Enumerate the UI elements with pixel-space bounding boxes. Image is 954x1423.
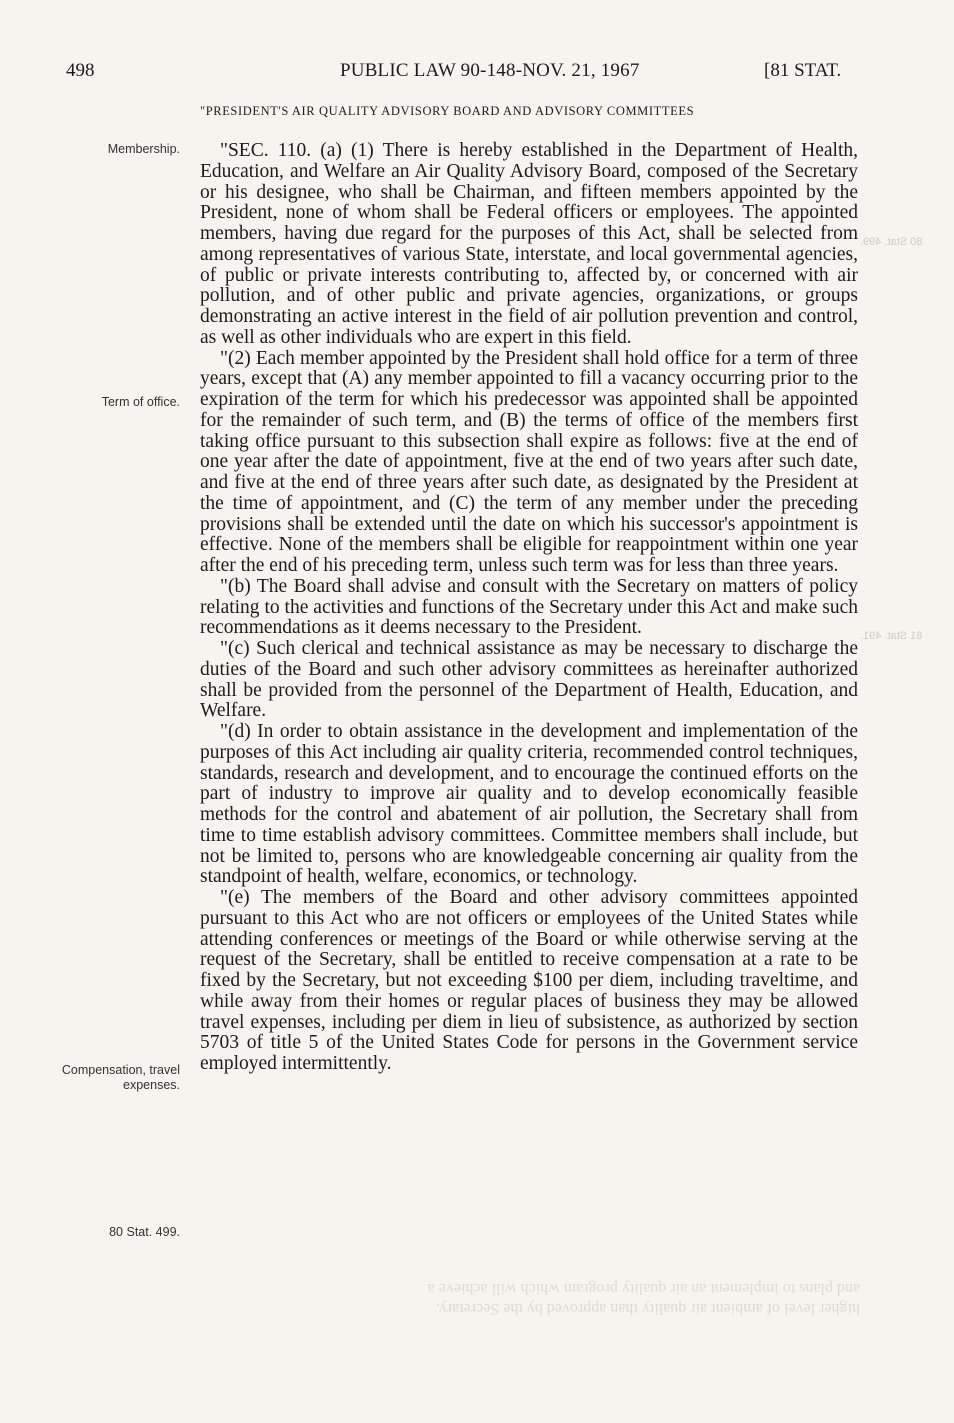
paragraph-c: "(c) Such clerical and technical assistance as may be necessary to discharge the duties of the Board and such other advisory committees as hereinafter authorized shall be provided from the personnel of the Department of Health, Education, and Welfare.: [200, 638, 858, 722]
margin-note-compensation: Compensation, travel expenses.: [61, 1063, 180, 1092]
page-number: 498: [66, 60, 95, 81]
show-through-line: and plans to implement an air quality program which will achieve a: [427, 1280, 860, 1297]
paragraph-e: "(e) The members of the Board and other advisory committees appointed pursuant to this Act who are not officers or employees of the United States while attending conferences or meetings of the Board or while otherwise serving at the request of the Secretary, shall be entitled to receive compensation at a rate to be fixed by the Secretary, but not exceeding $100 per diem, including traveltime, and while away from their homes or regular places of business they may be allowed travel expenses, including per diem in lieu of subsistence, as authorized by section 5703 of title 5 of the United States Code for persons in the Government service employed intermittently.: [200, 887, 858, 1074]
margin-note-term-of-office: Term of office.: [101, 395, 180, 409]
paragraph-a-2: "(2) Each member appointed by the President shall hold office for a term of three years, except that (A) any member appointed to fill a vacancy occurring prior to the expiration of the term for which his predecessor was appointed shall be appointed for the remainder of such term, and (B) the terms of office of the members first taking office pursuant to this subsection shall expire as follows: five at the end of one year after the date of appointment, five at the end of two years after such date, and five at the end of three years after such date, as designated by the President at the time of appointment, and (C) the term of any member under the preceding provisions shall be extended until the date on which his successor's appointment is effective. None of the members shall be eligible for reappointment within one year after the end of his preceding term, unless such term was for less than three years.: [200, 347, 858, 576]
show-through-text: [190, 1278, 860, 1318]
paragraph-d: "(d) In order to obtain assistance in the development and implementation of the purposes of this Act including air quality criteria, recommended control techniques, standards, research and development, and to encourage the continued efforts on the part of industry to improve air quality and to develop economically feasible methods for the control and abatement of air pollution, the Secretary shall from time to time establish advisory committees. Committee members shall include, but not be limited to, persons who are knowledgeable concerning air quality from the standpoint of health, welfare, economics, or technology.: [200, 721, 858, 888]
paragraph-a-1: "SEC. 110. (a) (1) There is hereby established in the Department of Health, Education, and Welfare an Air Quality Advisory Board, composed of the Secretary or his designee, who shall be Chairman, and fifteen members appointed by the President, none of whom shall be Federal officers or employees. The appointed members, having due regard for the purposes of this Act, shall be selected from among representatives of various State, interstate, and local governmental agencies, of public or private interests contributing to, affected by, or concerned with air pollution, and of other public and private agencies, organizations, or groups demonstrating an active interest in the field of air pollution prevention and control, as well as other individuals who are expert in this field.: [200, 140, 858, 348]
stat-reference: [81 STAT.: [764, 60, 842, 81]
margin-note-membership: Membership.: [107, 142, 180, 156]
show-through-margin-note: 81 Stat. 491.: [860, 630, 923, 642]
body-text: [200, 141, 858, 1075]
show-through-margin-note: 80 Stat. 499.: [860, 236, 923, 248]
running-head: PUBLIC LAW 90-148-NOV. 21, 1967: [340, 60, 640, 81]
section-heading: "PRESIDENT'S AIR QUALITY ADVISORY BOARD AND ADVISORY COMMITTEES: [200, 104, 695, 118]
show-through-line: higher level of ambient air quality than approved by the Secretary.: [435, 1300, 860, 1317]
margin-note-stat-citation: 80 Stat. 499.: [109, 1225, 180, 1239]
paragraph-b: "(b) The Board shall advise and consult with the Secretary on matters of policy relating to the activities and functions of the Secretary under this Act and make such recommendations as it deems necessary to the President.: [200, 575, 858, 639]
